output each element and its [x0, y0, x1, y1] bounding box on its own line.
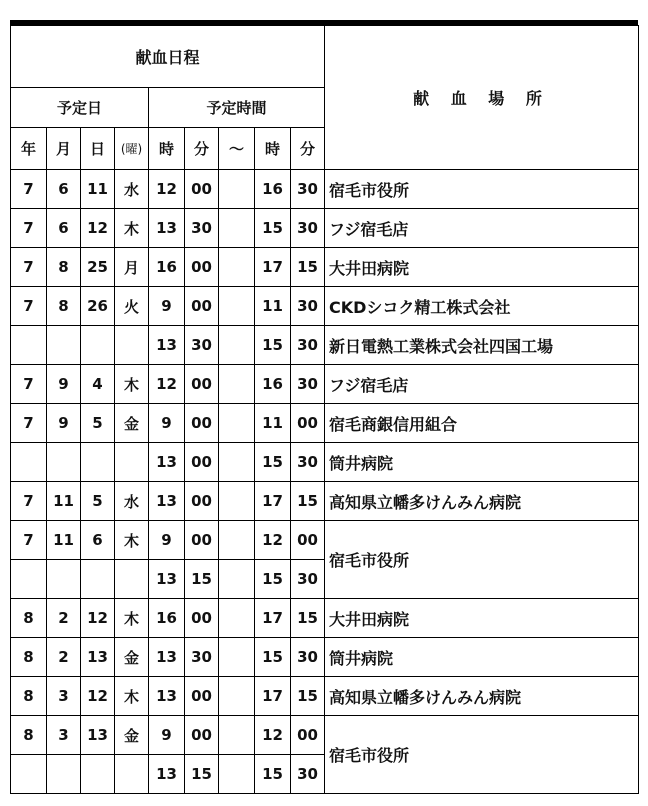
- cell-year: 7: [11, 209, 47, 248]
- cell-weekday: [115, 443, 149, 482]
- cell-month: 6: [47, 209, 81, 248]
- cell-location: 高知県立幡多けんみん病院: [325, 482, 639, 521]
- cell-end-hour: 15: [255, 755, 291, 794]
- cell-weekday: 木: [115, 365, 149, 404]
- cell-location: 筒井病院: [325, 638, 639, 677]
- cell-year: [11, 443, 47, 482]
- cell-year: 8: [11, 599, 47, 638]
- cell-month: 3: [47, 677, 81, 716]
- cell-day: 5: [81, 404, 115, 443]
- cell-end-hour: 15: [255, 443, 291, 482]
- cell-start-hour: 13: [149, 443, 185, 482]
- cell-start-hour: 16: [149, 599, 185, 638]
- cell-tilde: [219, 443, 255, 482]
- cell-end-min: 15: [291, 248, 325, 287]
- cell-tilde: [219, 404, 255, 443]
- table-row: [11, 638, 639, 677]
- donation-schedule-table: [10, 25, 639, 794]
- col-start-min-header: 分: [185, 128, 219, 170]
- cell-end-hour: 17: [255, 599, 291, 638]
- cell-end-min: 30: [291, 638, 325, 677]
- cell-end-min: 00: [291, 521, 325, 560]
- table-row: [11, 326, 639, 365]
- cell-end-min: 30: [291, 443, 325, 482]
- cell-start-min: 30: [185, 638, 219, 677]
- cell-start-min: 00: [185, 482, 219, 521]
- cell-end-min: 30: [291, 287, 325, 326]
- cell-year: 7: [11, 482, 47, 521]
- cell-tilde: [219, 209, 255, 248]
- cell-day: 11: [81, 170, 115, 209]
- cell-weekday: 木: [115, 599, 149, 638]
- cell-day: [81, 443, 115, 482]
- table-row: [11, 287, 639, 326]
- cell-location: フジ宿毛店: [325, 365, 639, 404]
- cell-weekday: [115, 560, 149, 599]
- col-start-hour-header: 時: [149, 128, 185, 170]
- cell-tilde: [219, 170, 255, 209]
- cell-tilde: [219, 248, 255, 287]
- cell-weekday: 木: [115, 209, 149, 248]
- cell-year: [11, 326, 47, 365]
- cell-end-hour: 15: [255, 326, 291, 365]
- table-row: [11, 521, 639, 560]
- cell-weekday: 金: [115, 638, 149, 677]
- cell-day: 12: [81, 599, 115, 638]
- cell-day: 4: [81, 365, 115, 404]
- col-day-header: 日: [81, 128, 115, 170]
- col-month-header: 月: [47, 128, 81, 170]
- cell-location: 大井田病院: [325, 599, 639, 638]
- cell-weekday: 金: [115, 404, 149, 443]
- table-row: [11, 482, 639, 521]
- cell-tilde: [219, 326, 255, 365]
- table-row: [11, 599, 639, 638]
- cell-start-min: 00: [185, 248, 219, 287]
- cell-location: CKDシコク精工株式会社: [325, 287, 639, 326]
- cell-day: 6: [81, 521, 115, 560]
- cell-month: 11: [47, 482, 81, 521]
- cell-location: 高知県立幡多けんみん病院: [325, 677, 639, 716]
- cell-start-hour: 13: [149, 209, 185, 248]
- cell-year: 7: [11, 248, 47, 287]
- cell-location: 宿毛市役所: [325, 521, 639, 599]
- cell-year: [11, 560, 47, 599]
- time-group-header: 予定時間: [149, 88, 325, 128]
- cell-tilde: [219, 638, 255, 677]
- cell-start-min: 00: [185, 365, 219, 404]
- cell-start-hour: 13: [149, 755, 185, 794]
- cell-location: 宿毛商銀信用組合: [325, 404, 639, 443]
- cell-year: 7: [11, 404, 47, 443]
- cell-start-hour: 9: [149, 716, 185, 755]
- cell-weekday: 木: [115, 521, 149, 560]
- cell-year: 8: [11, 638, 47, 677]
- table-row: [11, 404, 639, 443]
- cell-end-hour: 17: [255, 248, 291, 287]
- cell-start-hour: 13: [149, 326, 185, 365]
- cell-month: [47, 755, 81, 794]
- cell-location: 大井田病院: [325, 248, 639, 287]
- cell-end-hour: 15: [255, 560, 291, 599]
- cell-end-min: 30: [291, 755, 325, 794]
- cell-tilde: [219, 755, 255, 794]
- cell-day: 5: [81, 482, 115, 521]
- cell-location: 宿毛市役所: [325, 170, 639, 209]
- cell-month: [47, 326, 81, 365]
- cell-end-hour: 15: [255, 209, 291, 248]
- cell-end-hour: 15: [255, 638, 291, 677]
- cell-end-hour: 17: [255, 482, 291, 521]
- cell-year: [11, 755, 47, 794]
- col-end-min-header: 分: [291, 128, 325, 170]
- cell-start-hour: 16: [149, 248, 185, 287]
- cell-end-min: 30: [291, 560, 325, 599]
- cell-day: 13: [81, 716, 115, 755]
- table-row: [11, 209, 639, 248]
- cell-end-hour: 16: [255, 365, 291, 404]
- cell-day: 12: [81, 209, 115, 248]
- cell-start-min: 00: [185, 404, 219, 443]
- cell-end-min: 15: [291, 677, 325, 716]
- cell-end-hour: 11: [255, 287, 291, 326]
- cell-start-hour: 9: [149, 521, 185, 560]
- col-weekday-header: (曜): [115, 128, 149, 170]
- table-row: [11, 248, 639, 287]
- header-row-1: [11, 26, 639, 88]
- cell-month: 11: [47, 521, 81, 560]
- cell-month: 9: [47, 365, 81, 404]
- cell-end-min: 15: [291, 482, 325, 521]
- cell-day: 25: [81, 248, 115, 287]
- cell-location: 筒井病院: [325, 443, 639, 482]
- cell-weekday: 金: [115, 716, 149, 755]
- cell-end-min: 00: [291, 716, 325, 755]
- cell-end-min: 30: [291, 170, 325, 209]
- cell-start-hour: 13: [149, 560, 185, 599]
- cell-weekday: 月: [115, 248, 149, 287]
- cell-tilde: [219, 521, 255, 560]
- cell-month: [47, 560, 81, 599]
- cell-start-min: 30: [185, 326, 219, 365]
- date-group-header: 予定日: [11, 88, 149, 128]
- cell-day: 12: [81, 677, 115, 716]
- cell-end-min: 30: [291, 326, 325, 365]
- cell-start-hour: 13: [149, 677, 185, 716]
- cell-day: [81, 326, 115, 365]
- cell-weekday: [115, 755, 149, 794]
- cell-tilde: [219, 287, 255, 326]
- cell-tilde: [219, 482, 255, 521]
- cell-start-hour: 9: [149, 287, 185, 326]
- cell-weekday: [115, 326, 149, 365]
- cell-day: [81, 755, 115, 794]
- table-row: [11, 365, 639, 404]
- cell-start-min: 00: [185, 677, 219, 716]
- cell-start-min: 00: [185, 599, 219, 638]
- cell-year: 7: [11, 170, 47, 209]
- cell-day: 26: [81, 287, 115, 326]
- cell-tilde: [219, 677, 255, 716]
- cell-month: 2: [47, 599, 81, 638]
- cell-start-min: 15: [185, 560, 219, 599]
- cell-weekday: 水: [115, 170, 149, 209]
- cell-year: 7: [11, 365, 47, 404]
- cell-start-min: 15: [185, 755, 219, 794]
- cell-start-min: 30: [185, 209, 219, 248]
- cell-start-min: 00: [185, 521, 219, 560]
- location-header: 献 血 場 所: [325, 26, 639, 170]
- cell-day: 13: [81, 638, 115, 677]
- table-row: [11, 443, 639, 482]
- cell-year: 8: [11, 677, 47, 716]
- cell-tilde: [219, 716, 255, 755]
- cell-start-min: 00: [185, 287, 219, 326]
- schedule-title: 献血日程: [11, 26, 325, 88]
- cell-end-min: 30: [291, 209, 325, 248]
- col-year-header: 年: [11, 128, 47, 170]
- cell-location: 新日電熱工業株式会社四国工場: [325, 326, 639, 365]
- cell-start-min: 00: [185, 170, 219, 209]
- cell-start-hour: 13: [149, 638, 185, 677]
- cell-month: 8: [47, 248, 81, 287]
- table-row: [11, 716, 639, 755]
- cell-tilde: [219, 560, 255, 599]
- cell-start-hour: 13: [149, 482, 185, 521]
- cell-weekday: 木: [115, 677, 149, 716]
- cell-start-min: 00: [185, 443, 219, 482]
- cell-month: 6: [47, 170, 81, 209]
- cell-end-min: 15: [291, 599, 325, 638]
- cell-end-hour: 17: [255, 677, 291, 716]
- col-tilde-header: ～: [219, 128, 255, 170]
- table-row: [11, 170, 639, 209]
- cell-month: 9: [47, 404, 81, 443]
- cell-location: 宿毛市役所: [325, 716, 639, 794]
- cell-year: 7: [11, 287, 47, 326]
- col-end-hour-header: 時: [255, 128, 291, 170]
- cell-end-hour: 12: [255, 521, 291, 560]
- cell-day: [81, 560, 115, 599]
- cell-year: 8: [11, 716, 47, 755]
- cell-end-min: 00: [291, 404, 325, 443]
- table-row: [11, 677, 639, 716]
- cell-month: 3: [47, 716, 81, 755]
- cell-start-hour: 9: [149, 404, 185, 443]
- cell-end-hour: 16: [255, 170, 291, 209]
- cell-end-hour: 11: [255, 404, 291, 443]
- cell-tilde: [219, 365, 255, 404]
- cell-end-min: 30: [291, 365, 325, 404]
- cell-year: 7: [11, 521, 47, 560]
- cell-location: フジ宿毛店: [325, 209, 639, 248]
- cell-end-hour: 12: [255, 716, 291, 755]
- cell-weekday: 水: [115, 482, 149, 521]
- cell-month: [47, 443, 81, 482]
- cell-start-min: 00: [185, 716, 219, 755]
- cell-start-hour: 12: [149, 170, 185, 209]
- cell-month: 8: [47, 287, 81, 326]
- cell-tilde: [219, 599, 255, 638]
- cell-weekday: 火: [115, 287, 149, 326]
- cell-start-hour: 12: [149, 365, 185, 404]
- cell-month: 2: [47, 638, 81, 677]
